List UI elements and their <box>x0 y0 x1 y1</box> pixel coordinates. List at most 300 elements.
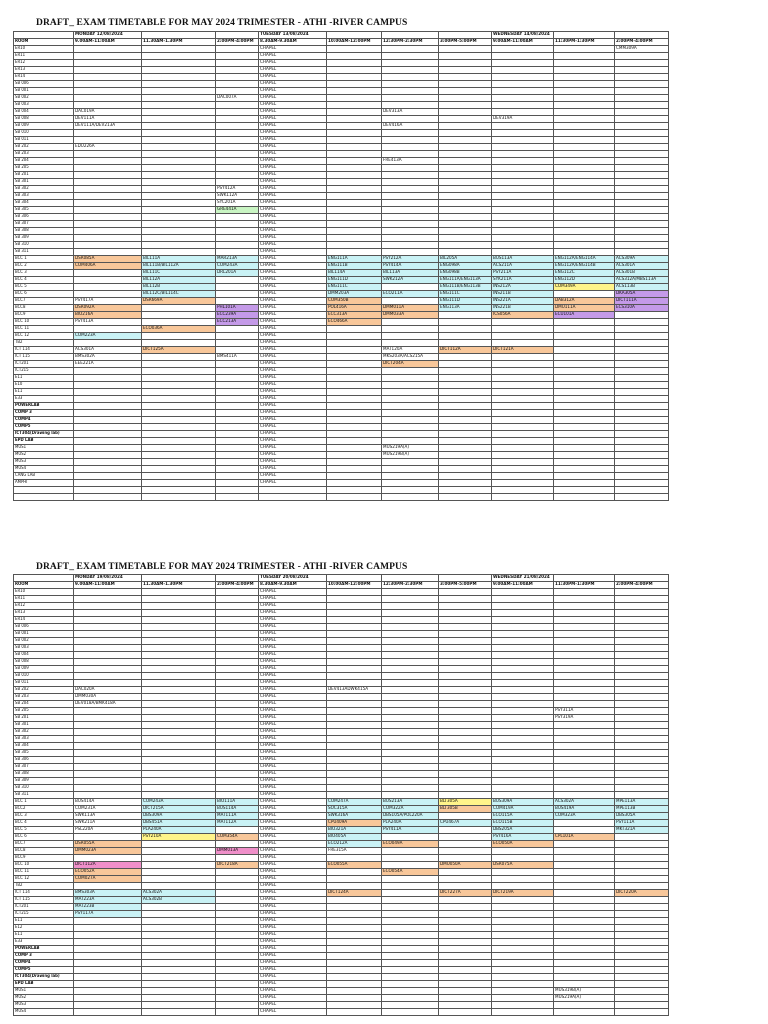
timetable-cell <box>439 876 492 883</box>
table-row <box>14 473 669 480</box>
timetable-cell <box>615 897 669 904</box>
table-row <box>14 214 669 221</box>
timetable-cell <box>615 172 669 179</box>
timetable-cell <box>439 102 492 109</box>
timetable-cell: ENG112A/ENG114A <box>554 256 615 263</box>
timetable-cell <box>554 778 615 785</box>
timetable-cell <box>74 981 142 988</box>
room-cell: ROOM <box>14 39 74 46</box>
timetable-cell <box>327 729 382 736</box>
timetable-cell <box>142 645 216 652</box>
timetable-cell <box>615 200 669 207</box>
timetable-cell <box>615 109 669 116</box>
timetable-cell: EDU226A <box>74 144 142 151</box>
timetable-cell: CHAPEL <box>259 137 327 144</box>
timetable-cell <box>554 855 615 862</box>
room-cell: E33 <box>14 396 74 403</box>
timetable-cell <box>382 974 439 981</box>
timetable-cell <box>439 932 492 939</box>
timetable-cell: DMM203A <box>327 291 382 298</box>
timetable-cell: 9.00AM-11:00AM <box>74 39 142 46</box>
timetable-cell <box>142 750 216 757</box>
timetable-cell <box>382 494 439 501</box>
day-header-row <box>14 32 669 39</box>
timetable-cell: SWK212A <box>382 277 439 284</box>
timetable-cell <box>492 694 554 701</box>
table-row <box>14 60 669 67</box>
timetable-cell <box>492 932 554 939</box>
column-header-row <box>14 39 669 46</box>
timetable-cell <box>382 459 439 466</box>
timetable-cell: CHAPEL <box>259 645 327 652</box>
timetable-cell: CHAPEL <box>259 417 327 424</box>
timetable-cell <box>142 305 216 312</box>
timetable-cell <box>216 876 259 883</box>
timetable-cell <box>439 946 492 953</box>
timetable-cell: CHAPEL <box>259 603 327 610</box>
timetable-cell <box>142 494 216 501</box>
timetable-cell <box>554 694 615 701</box>
timetable-cell <box>492 235 554 242</box>
timetable-cell <box>327 137 382 144</box>
timetable-cell <box>216 918 259 925</box>
timetable-cell <box>216 340 259 347</box>
timetable-cell <box>439 792 492 799</box>
table-row <box>14 792 669 799</box>
timetable-cell <box>439 638 492 645</box>
timetable-cell: CHAPEL <box>259 354 327 361</box>
timetable-cell <box>615 638 669 645</box>
timetable-cell <box>74 659 142 666</box>
timetable-cell <box>216 953 259 960</box>
timetable-cell: DMM011A <box>382 305 439 312</box>
timetable-cell <box>327 410 382 417</box>
timetable-cell <box>142 785 216 792</box>
table-row <box>14 785 669 792</box>
timetable-cell: BIO405A <box>327 834 382 841</box>
table-row <box>14 431 669 438</box>
timetable-cell <box>615 575 669 582</box>
timetable-cell <box>327 785 382 792</box>
table-row <box>14 736 669 743</box>
timetable-cell: ENG111D <box>439 298 492 305</box>
timetable-cell <box>554 466 615 473</box>
timetable-cell: DMM033A <box>382 312 439 319</box>
timetable-cell <box>492 701 554 708</box>
timetable-cell <box>142 368 216 375</box>
room-cell: CANG LAB <box>14 473 74 480</box>
timetable-cell <box>142 680 216 687</box>
timetable-cell <box>327 158 382 165</box>
timetable-cell: BIO321A <box>327 827 382 834</box>
room-cell: ER13 <box>14 67 74 74</box>
timetable-cell <box>216 925 259 932</box>
timetable-cell <box>382 144 439 151</box>
timetable-cell: CHAPEL <box>259 701 327 708</box>
timetable-cell <box>615 361 669 368</box>
timetable-cell <box>327 347 382 354</box>
timetable-cell: 11.30AM-1.30PM <box>142 582 216 589</box>
timetable-cell <box>74 53 142 60</box>
timetable-cell <box>327 67 382 74</box>
timetable-cell: PSY412A <box>216 186 259 193</box>
room-cell: SB 010 <box>14 673 74 680</box>
timetable-cell <box>327 596 382 603</box>
timetable-cell <box>554 918 615 925</box>
timetable-cell: CHAPEL <box>259 249 327 256</box>
room-cell: SB 307 <box>14 764 74 771</box>
table-row <box>14 729 669 736</box>
timetable-cell <box>74 95 142 102</box>
timetable-cell <box>142 340 216 347</box>
timetable-cell <box>615 750 669 757</box>
timetable-cell <box>74 645 142 652</box>
timetable-cell <box>142 729 216 736</box>
timetable-cell <box>554 326 615 333</box>
timetable-cell <box>382 883 439 890</box>
timetable-cell <box>74 974 142 981</box>
timetable-cell <box>554 792 615 799</box>
timetable-cell <box>554 452 615 459</box>
table-row <box>14 116 669 123</box>
timetable-cell <box>216 960 259 967</box>
timetable-cell <box>382 95 439 102</box>
timetable-cell <box>439 883 492 890</box>
timetable-cell <box>327 445 382 452</box>
timetable-cell: CHAPEL <box>259 1009 327 1016</box>
timetable-cell <box>615 116 669 123</box>
timetable-cell: CHAPEL <box>259 883 327 890</box>
room-cell: MUS1 <box>14 988 74 995</box>
room-cell: SB 002 <box>14 638 74 645</box>
timetable-cell: ECO115A <box>492 813 554 820</box>
timetable-cell: 12:30PM-2:30PM <box>382 582 439 589</box>
timetable-cell <box>142 981 216 988</box>
timetable-cell: CHAPEL <box>259 715 327 722</box>
room-cell: BCC7 <box>14 841 74 848</box>
timetable-cell: DBS105A/POL220A <box>382 813 439 820</box>
timetable-cell <box>327 207 382 214</box>
timetable-cell <box>554 193 615 200</box>
timetable-cell <box>554 841 615 848</box>
timetable-cell <box>74 466 142 473</box>
table-row <box>14 806 669 813</box>
timetable-cell <box>382 960 439 967</box>
room-cell: ER11 <box>14 596 74 603</box>
room-cell: SB 004 <box>14 109 74 116</box>
timetable-cell <box>554 680 615 687</box>
timetable-cell <box>142 424 216 431</box>
timetable-cell: INS221B <box>492 305 554 312</box>
timetable-cell <box>615 235 669 242</box>
timetable-cell <box>615 179 669 186</box>
timetable-cell <box>142 694 216 701</box>
timetable-cell <box>74 708 142 715</box>
room-cell: SB 203 <box>14 694 74 701</box>
room-cell <box>14 487 74 494</box>
room-cell: ER13 <box>14 610 74 617</box>
table-row <box>14 673 669 680</box>
timetable-cell <box>216 792 259 799</box>
timetable-cell <box>327 361 382 368</box>
timetable-cell <box>216 382 259 389</box>
timetable-cell: 11:30PM-1:30PM <box>554 582 615 589</box>
timetable-cell <box>554 109 615 116</box>
table-row <box>14 298 669 305</box>
timetable-cell <box>74 193 142 200</box>
timetable-cell <box>615 1009 669 1016</box>
timetable-cell: CHAPEL <box>259 799 327 806</box>
timetable-cell: ENG098A <box>439 263 492 270</box>
timetable-cell <box>382 708 439 715</box>
timetable-cell <box>142 715 216 722</box>
timetable-cell <box>382 911 439 918</box>
timetable-cell <box>142 354 216 361</box>
timetable-cell <box>382 596 439 603</box>
timetable-cell <box>554 67 615 74</box>
timetable-cell: 2:00PM-4:00PM <box>216 582 259 589</box>
timetable-cell: CHAPEL <box>259 81 327 88</box>
timetable-cell <box>439 389 492 396</box>
timetable-cell <box>74 729 142 736</box>
table-row <box>14 123 669 130</box>
timetable-cell: 9:00AM-11:00AM <box>492 39 554 46</box>
timetable-cell: CHAPEL <box>259 694 327 701</box>
timetable-cell <box>74 792 142 799</box>
timetable-cell: COM354A <box>216 834 259 841</box>
table-row <box>14 354 669 361</box>
timetable-cell: DBS309A <box>142 813 216 820</box>
timetable-cell <box>492 200 554 207</box>
timetable-cell <box>492 939 554 946</box>
timetable-cell <box>439 981 492 988</box>
table-row <box>14 389 669 396</box>
timetable-cell <box>216 883 259 890</box>
table-row <box>14 680 669 687</box>
timetable-cell <box>382 995 439 1002</box>
timetable-cell <box>439 771 492 778</box>
timetable-cell <box>74 207 142 214</box>
timetable-cell <box>142 736 216 743</box>
timetable-cell <box>142 452 216 459</box>
timetable-cell <box>142 459 216 466</box>
timetable-cell <box>439 701 492 708</box>
timetable-cell <box>615 862 669 869</box>
timetable-cell <box>615 480 669 487</box>
timetable-cell <box>615 603 669 610</box>
timetable-cell <box>492 876 554 883</box>
timetable-cell <box>74 368 142 375</box>
timetable-cell: BUS113A <box>492 256 554 263</box>
timetable-cell <box>615 319 669 326</box>
timetable-cell <box>492 172 554 179</box>
room-cell: SB 304 <box>14 743 74 750</box>
timetable-cell <box>439 659 492 666</box>
table-row <box>14 417 669 424</box>
timetable-cell: COM027A <box>74 876 142 883</box>
timetable-cell <box>327 876 382 883</box>
timetable-cell <box>74 1009 142 1016</box>
timetable-cell: CHAPEL <box>259 375 327 382</box>
timetable-cell: MPE113A <box>615 799 669 806</box>
timetable-cell <box>216 589 259 596</box>
timetable-cell: ECC213A <box>216 319 259 326</box>
room-cell: MUS3 <box>14 1002 74 1009</box>
timetable-cell <box>439 452 492 459</box>
timetable-cell <box>554 207 615 214</box>
timetable-cell <box>382 81 439 88</box>
timetable-cell <box>382 382 439 389</box>
timetable-cell <box>216 144 259 151</box>
timetable-cell <box>216 1009 259 1016</box>
timetable-cell <box>142 158 216 165</box>
timetable-cell <box>439 109 492 116</box>
timetable-cell <box>216 610 259 617</box>
room-cell: SB 003 <box>14 102 74 109</box>
timetable-cell: CHAPEL <box>259 284 327 291</box>
timetable-cell <box>554 242 615 249</box>
table-row <box>14 960 669 967</box>
timetable-cell <box>554 883 615 890</box>
timetable-cell: CHAPEL <box>259 792 327 799</box>
timetable-cell <box>615 186 669 193</box>
timetable-cell <box>142 638 216 645</box>
room-cell: SB 306 <box>14 757 74 764</box>
timetable-cell <box>142 116 216 123</box>
timetable-cell <box>216 403 259 410</box>
timetable-cell: CHAPEL <box>259 897 327 904</box>
timetable-cell <box>439 722 492 729</box>
timetable-cell <box>439 354 492 361</box>
table-row <box>14 186 669 193</box>
timetable-cell <box>615 743 669 750</box>
timetable-cell <box>382 340 439 347</box>
timetable-cell <box>142 53 216 60</box>
timetable-cell <box>439 855 492 862</box>
table-row <box>14 305 669 312</box>
timetable-cell <box>216 179 259 186</box>
timetable-cell <box>142 396 216 403</box>
table-row <box>14 228 669 235</box>
timetable-cell: COM247A <box>327 799 382 806</box>
timetable-cell: BUS414A <box>74 799 142 806</box>
timetable-cell <box>327 431 382 438</box>
room-cell: MUS4 <box>14 1009 74 1016</box>
timetable-cell <box>492 81 554 88</box>
timetable-cell <box>74 74 142 81</box>
timetable-cell: CHAPEL <box>259 981 327 988</box>
timetable-cell: CHAPEL <box>259 144 327 151</box>
timetable-cell <box>216 445 259 452</box>
timetable-cell <box>74 995 142 1002</box>
timetable-cell <box>74 249 142 256</box>
timetable-cell: 2:00PM-4:00PM <box>216 39 259 46</box>
timetable-cell <box>615 841 669 848</box>
timetable-cell <box>554 610 615 617</box>
room-cell: BCC9 <box>14 312 74 319</box>
timetable-cell <box>327 589 382 596</box>
timetable-cell: CHAPEL <box>259 60 327 67</box>
timetable-cell: COM223A <box>74 333 142 340</box>
table-row <box>14 235 669 242</box>
timetable-cell: FRE315A <box>327 848 382 855</box>
timetable-cell <box>142 757 216 764</box>
timetable-cell <box>216 389 259 396</box>
timetable-cell: DEV111A/DEV213A <box>74 123 142 130</box>
timetable-cell <box>615 848 669 855</box>
timetable-cell: SYK211A <box>492 277 554 284</box>
timetable-cell: PSL220A <box>74 827 142 834</box>
timetable-cell <box>615 382 669 389</box>
room-cell: TB2 <box>14 883 74 890</box>
timetable-cell <box>142 487 216 494</box>
room-cell: SB 306 <box>14 214 74 221</box>
timetable-cell <box>327 333 382 340</box>
timetable-cell <box>216 116 259 123</box>
room-cell: EPD LAB <box>14 438 74 445</box>
timetable-cell: CHAPEL <box>259 172 327 179</box>
timetable-cell <box>142 792 216 799</box>
timetable-cell: DMU111A <box>554 305 615 312</box>
timetable-cell <box>74 680 142 687</box>
timetable-cell <box>615 417 669 424</box>
table-row <box>14 750 669 757</box>
timetable-cell <box>615 326 669 333</box>
timetable-cell <box>615 708 669 715</box>
timetable-cell: CHAPEL <box>259 207 327 214</box>
table-row <box>14 841 669 848</box>
timetable-cell <box>439 340 492 347</box>
timetable-cell <box>554 785 615 792</box>
table-row <box>14 911 669 918</box>
timetable-cell <box>554 603 615 610</box>
timetable-cell: BIL205A <box>439 256 492 263</box>
timetable-cell: CHAPEL <box>259 263 327 270</box>
timetable-cell <box>216 981 259 988</box>
timetable-cell <box>554 396 615 403</box>
timetable-cell <box>615 67 669 74</box>
timetable-cell <box>142 102 216 109</box>
timetable-cell <box>439 403 492 410</box>
timetable-cell <box>492 596 554 603</box>
column-header-row <box>14 582 669 589</box>
room-cell: COMP4 <box>14 417 74 424</box>
timetable-cell <box>216 53 259 60</box>
timetable-cell <box>327 960 382 967</box>
timetable-cell <box>142 848 216 855</box>
timetable-cell <box>142 186 216 193</box>
timetable-cell <box>382 403 439 410</box>
timetable-cell: CHAPEL <box>259 158 327 165</box>
timetable-cell <box>554 417 615 424</box>
timetable-cell: ICS056A <box>492 312 554 319</box>
timetable-cell <box>74 158 142 165</box>
room-cell: SB 205 <box>14 165 74 172</box>
timetable-cell <box>216 151 259 158</box>
timetable-cell <box>382 473 439 480</box>
timetable-cell: CHAPEL <box>259 186 327 193</box>
timetable-cell: CHAPEL <box>259 326 327 333</box>
timetable-cell: CHAPEL <box>259 235 327 242</box>
timetable-cell: DICT219A <box>492 890 554 897</box>
timetable-cell <box>382 897 439 904</box>
timetable-cell <box>439 841 492 848</box>
table-row <box>14 382 669 389</box>
table-row <box>14 438 669 445</box>
timetable-cell: CHAPEL <box>259 631 327 638</box>
table-row <box>14 46 669 53</box>
timetable-cell <box>382 74 439 81</box>
